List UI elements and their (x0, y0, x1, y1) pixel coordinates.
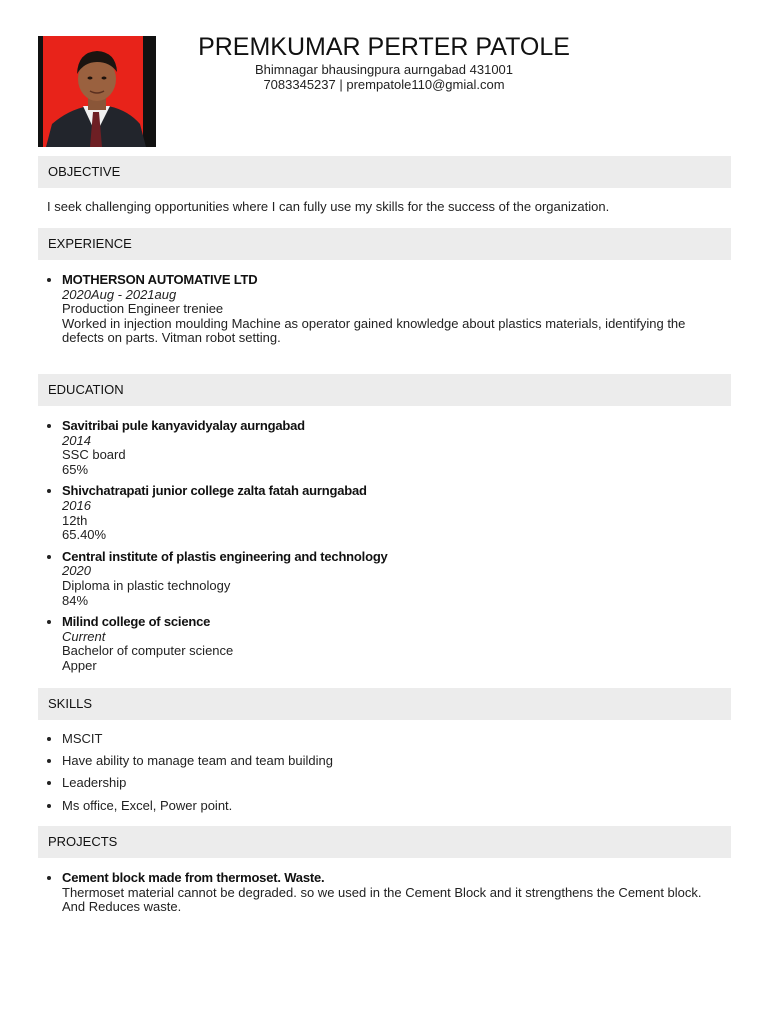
project-item (62, 871, 727, 915)
education-item (62, 550, 727, 608)
education-year: 2020 (62, 563, 91, 579)
experience-dates: 2020Aug - 2021aug (62, 286, 177, 302)
education-item (62, 419, 727, 477)
projects-list (47, 871, 727, 915)
education-year: Current (62, 628, 106, 644)
education-degree: Bachelor of computer science (62, 643, 234, 659)
education-item (62, 615, 727, 673)
education-score: Apper (62, 657, 97, 673)
section-heading-experience: EXPERIENCE (38, 228, 731, 260)
candidate-address: Bhimnagar bhausingpura aurngabad 431001 (254, 62, 514, 77)
candidate-contact: 7083345237 | prempatole110@gmial.com (263, 77, 505, 92)
education-score: 65.40% (62, 527, 107, 543)
experience-company: • MOTHERSON AUTOMATIVE LTD (62, 272, 258, 287)
education-section (47, 419, 727, 681)
education-score: 65% (62, 461, 89, 477)
objective-section (47, 200, 727, 215)
resume-header (0, 32, 768, 92)
projects-section (47, 871, 727, 922)
experience-list (47, 273, 727, 346)
education-degree: Diploma in plastic technology (62, 577, 231, 593)
section-heading-projects: PROJECTS (38, 826, 731, 858)
experience-section (47, 273, 727, 353)
education-degree: SSC board (62, 447, 126, 463)
section-heading-objective: OBJECTIVE (38, 156, 731, 188)
section-heading-skills: SKILLS (38, 688, 731, 720)
candidate-name: PREMKUMAR PERTER PATOLE (198, 33, 570, 61)
education-item (62, 484, 727, 542)
objective-text: I seek challenging opportunities where I can fully use my skills for the success of the organization. (47, 199, 610, 214)
project-description: Thermoset material cannot be degraded. so we used in the Cement Block and it strengthens the Cement block. And Reduces waste. (62, 884, 702, 915)
education-year: 2014 (62, 432, 91, 448)
education-list (47, 419, 727, 674)
skills-section (47, 732, 727, 821)
education-score: 84% (62, 592, 89, 608)
skill-item: • MSCIT (62, 732, 727, 747)
experience-item (62, 273, 727, 346)
skill-item: • Leadership (62, 776, 727, 791)
experience-role: Production Engineer treniee (62, 301, 224, 317)
education-degree: 12th (62, 512, 88, 528)
education-year: 2016 (62, 497, 91, 513)
education-school: • Savitribai pule kanyavidyalay aurngabad (62, 418, 305, 433)
skill-item: • Ms office, Excel, Power point. (62, 799, 727, 814)
skills-list (47, 732, 727, 813)
education-school: • Central institute of plastis engineering and technology (62, 548, 388, 564)
education-school: • Shivchatrapati junior college zalta fatah aurngabad (62, 483, 367, 499)
project-title: • Cement block made from thermoset. Waste. (62, 870, 325, 885)
education-school: • Milind college of science (62, 614, 211, 630)
skill-item: • Have ability to manage team and team building (62, 754, 727, 769)
section-heading-education: EDUCATION (38, 374, 731, 406)
experience-description: Worked in injection moulding Machine as operator gained knowledge about plastics materials, identifying the defects on parts. Vitman robot setting. (62, 315, 686, 346)
